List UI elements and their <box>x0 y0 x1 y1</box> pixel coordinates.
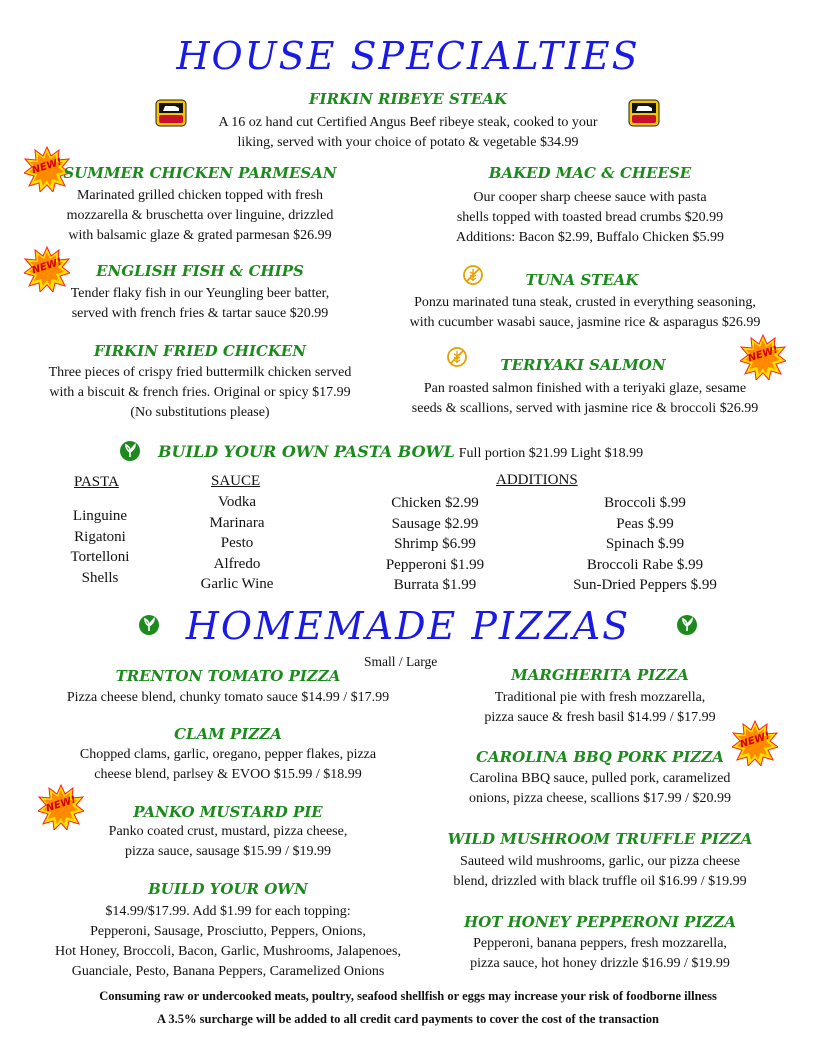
pasta-item: Rigatoni <box>74 528 126 545</box>
addition-item: Sausage $2.99 <box>391 515 479 532</box>
hot-honey-pizza-desc <box>420 934 780 974</box>
mushroom-pizza-title: WILD MUSHROOM TRUFFLE PIZZA <box>447 830 753 848</box>
tuna-desc <box>390 293 780 333</box>
gluten-free-icon-tuna <box>462 264 484 286</box>
mushroom-pizza-line-2: blend, drizzled with black truffle oil $16.99 / $19.99 <box>453 874 747 889</box>
panko-pie-line-2: pizza sauce, sausage $15.99 / $19.99 <box>124 844 332 859</box>
tuna-line-1: Ponzu marinated tuna steak, crusted in everything seasoning, <box>414 295 756 310</box>
mac-cheese-line-3: Additions: Bacon $2.99, Buffalo Chicken $5.99 <box>455 230 725 245</box>
sauce-list <box>187 492 287 595</box>
addition-item: Spinach $.99 <box>605 536 685 552</box>
fried-chicken-desc <box>20 363 380 423</box>
angus-beef-logo-right <box>628 97 660 129</box>
hot-honey-pizza-line-1: Pepperoni, banana peppers, fresh mozzarella, <box>473 936 727 951</box>
tuna-title: TUNA STEAK <box>525 271 639 289</box>
pizza-size-note: Small / Large <box>364 654 438 669</box>
mushroom-pizza-desc <box>420 852 780 892</box>
margherita-pizza-title: MARGHERITA PIZZA <box>511 666 689 684</box>
clam-pizza-line-2: cheese blend, parlsey & EVOO $15.99 / $18.99 <box>94 767 362 782</box>
clam-pizza-desc <box>38 745 418 785</box>
mac-cheese-line-1: Our cooper sharp cheese sauce with pasta <box>473 190 707 205</box>
sauce-item: Garlic Wine <box>200 576 274 592</box>
new-badge-text: NEW! <box>738 730 772 751</box>
fried-chicken-line-3: (No substitutions please) <box>130 405 270 420</box>
addition-item: Broccoli Rabe $.99 <box>586 556 704 573</box>
panko-pie-desc <box>38 822 418 862</box>
pasta-bowl-price: Full portion $21.99 Light $18.99 <box>458 446 644 461</box>
pasta-item: Linguine <box>72 508 128 524</box>
vegetarian-leaf-icon <box>119 440 141 462</box>
additions-column-header: ADDITIONS <box>496 472 578 488</box>
pasta-list <box>50 506 150 588</box>
addition-item: Peas $.99 <box>616 515 674 532</box>
addition-item: Chicken $2.99 <box>391 495 479 511</box>
additions-list-b <box>560 493 730 596</box>
pasta-item: Tortelloni <box>70 549 130 565</box>
salmon-line-2: seeds & scallions, served with jasmine rice & broccoli $26.99 <box>411 401 759 416</box>
margherita-pizza-line-2: pizza sauce & fresh basil $14.99 / $17.99 <box>484 710 716 725</box>
salmon-title: TERIYAKI SALMON <box>500 356 666 374</box>
fried-chicken-line-2: with a biscuit & french fries. Original or spicy $17.99 <box>49 385 351 400</box>
chicken-parm-line-2: mozzarella & bruschetta over linguine, drizzled <box>66 208 334 223</box>
fish-chips-title: ENGLISH FISH & CHIPS <box>96 262 304 280</box>
byo-pizza-line-1: $14.99/$17.99. Add $1.99 for each topping: <box>105 904 351 919</box>
clam-pizza-title: CLAM PIZZA <box>174 725 282 743</box>
angus-beef-logo-left <box>155 97 187 129</box>
gluten-free-icon-salmon <box>446 346 468 368</box>
byo-pizza-line-3: Hot Honey, Broccoli, Bacon, Garlic, Mushrooms, Jalapenoes, <box>55 944 401 959</box>
new-badge-text: NEW! <box>44 794 78 815</box>
sauce-item: Marinara <box>209 514 265 531</box>
fried-chicken-title: FIRKIN FRIED CHICKEN <box>93 342 307 360</box>
pasta-bowl-title: BUILD YOUR OWN PASTA BOWL <box>158 442 455 461</box>
byo-pizza-line-4: Guanciale, Pesto, Banana Peppers, Caramelized Onions <box>71 964 385 979</box>
salmon-desc <box>390 379 780 419</box>
angus-beef-icon <box>155 97 187 129</box>
ribeye-title: FIRKIN RIBEYE STEAK <box>308 90 508 108</box>
mushroom-pizza-line-1: Sauteed wild mushrooms, garlic, our pizza cheese <box>460 854 740 869</box>
vegetarian-leaf-icon <box>138 614 160 636</box>
pasta-column-header: PASTA <box>74 474 119 490</box>
byo-pizza-line-2: Pepperoni, Sausage, Prosciutto, Peppers, Onions, <box>90 924 366 939</box>
gluten-free-icon <box>446 346 468 368</box>
tuna-line-2: with cucumber wasabi sauce, jasmine rice & asparagus $26.99 <box>409 315 761 330</box>
page-title: HOUSE SPECIALTIES <box>176 34 640 78</box>
ribeye-line-1: A 16 oz hand cut Certified Angus Beef ribeye steak, cooked to your <box>218 115 598 130</box>
gluten-free-icon <box>462 264 484 286</box>
vegetarian-leaf-icon <box>676 614 698 636</box>
sauce-item: Vodka <box>217 494 257 510</box>
addition-item: Sun-Dried Peppers $.99 <box>573 577 717 593</box>
bbq-pork-pizza-line-2: onions, pizza cheese, scallions $17.99 / $20.99 <box>468 791 732 806</box>
hot-honey-pizza-title: HOT HONEY PEPPERONI PIZZA <box>464 913 736 931</box>
vegetarian-icon-pizza-left <box>138 614 160 636</box>
addition-item: Shrimp $6.99 <box>394 536 476 552</box>
pasta-bowl-heading <box>158 442 643 462</box>
new-badge-text: NEW! <box>746 344 780 365</box>
chicken-parm-desc <box>30 186 370 246</box>
margherita-pizza-desc <box>420 688 780 728</box>
chicken-parm-line-3: with balsamic glaze & grated parmesan $26.99 <box>68 228 332 243</box>
addition-item: Broccoli $.99 <box>604 495 686 511</box>
byo-pizza-title: BUILD YOUR OWN <box>148 880 308 898</box>
ribeye-desc <box>158 113 658 153</box>
mac-cheese-title: BAKED MAC & CHEESE <box>488 164 692 182</box>
trenton-pizza-line-1: Pizza cheese blend, chunky tomato sauce $14.99 / $17.99 <box>66 690 390 705</box>
ribeye-line-2: liking, served with your choice of potato & vegetable $34.99 <box>237 135 579 150</box>
chicken-parm-line-1: Marinated grilled chicken topped with fresh <box>76 188 324 203</box>
vegetarian-icon-pizza-right <box>676 614 698 636</box>
pasta-item: Shells <box>81 569 119 586</box>
new-badge-text: NEW! <box>30 156 64 177</box>
trenton-pizza-title: TRENTON TOMATO PIZZA <box>115 667 341 685</box>
fish-chips-line-1: Tender flaky fish in our Yeungling beer batter, <box>70 286 330 301</box>
chicken-parm-title: SUMMER CHICKEN PARMESAN <box>63 164 337 182</box>
new-badge <box>740 334 786 380</box>
additions-list-a <box>370 493 500 596</box>
bbq-pork-pizza-title: CAROLINA BBQ PORK PIZZA <box>476 748 724 766</box>
sauce-column-header: SAUCE <box>211 473 261 489</box>
addition-item: Pepperoni $1.99 <box>385 556 485 573</box>
addition-item: Burrata $1.99 <box>393 577 477 593</box>
sauce-item: Pesto <box>220 535 254 551</box>
mac-cheese-line-2: shells topped with toasted bread crumbs $20.99 <box>456 210 724 225</box>
trenton-pizza-desc <box>28 688 428 708</box>
angus-beef-icon <box>628 97 660 129</box>
margherita-pizza-line-1: Traditional pie with fresh mozzarella, <box>494 690 706 705</box>
new-badge-text: NEW! <box>30 256 64 277</box>
sauce-item: Alfredo <box>213 555 261 572</box>
bbq-pork-pizza-line-1: Carolina BBQ sauce, pulled pork, caramelized <box>469 771 731 786</box>
fried-chicken-line-1: Three pieces of crispy fried buttermilk chicken served <box>48 365 352 380</box>
panko-pie-line-1: Panko coated crust, mustard, pizza cheese, <box>108 824 348 839</box>
panko-pie-title: PANKO MUSTARD PIE <box>133 803 323 821</box>
fish-chips-desc <box>30 284 370 324</box>
foodborne-warning: Consuming raw or undercooked meats, poultry, seafood shellfish or eggs may increase your risk of foodborne illness <box>99 989 717 1003</box>
fish-chips-line-2: served with french fries & tartar sauce $20.99 <box>71 306 329 321</box>
pizzas-title: HOMEMADE PIZZAS <box>185 604 631 648</box>
byo-pizza-desc <box>18 902 438 982</box>
hot-honey-pizza-line-2: pizza sauce, hot honey drizzle $16.99 / $19.99 <box>470 956 730 971</box>
salmon-line-1: Pan roasted salmon finished with a teriyaki glaze, sesame <box>423 381 747 396</box>
clam-pizza-line-1: Chopped clams, garlic, oregano, pepper flakes, pizza <box>79 747 377 762</box>
mac-cheese-desc <box>420 188 760 248</box>
bbq-pork-pizza-desc <box>420 769 780 809</box>
surcharge-notice: A 3.5% surcharge will be added to all credit card payments to cover the cost of the transaction <box>156 1012 660 1026</box>
vegetarian-icon-pasta <box>119 440 141 462</box>
